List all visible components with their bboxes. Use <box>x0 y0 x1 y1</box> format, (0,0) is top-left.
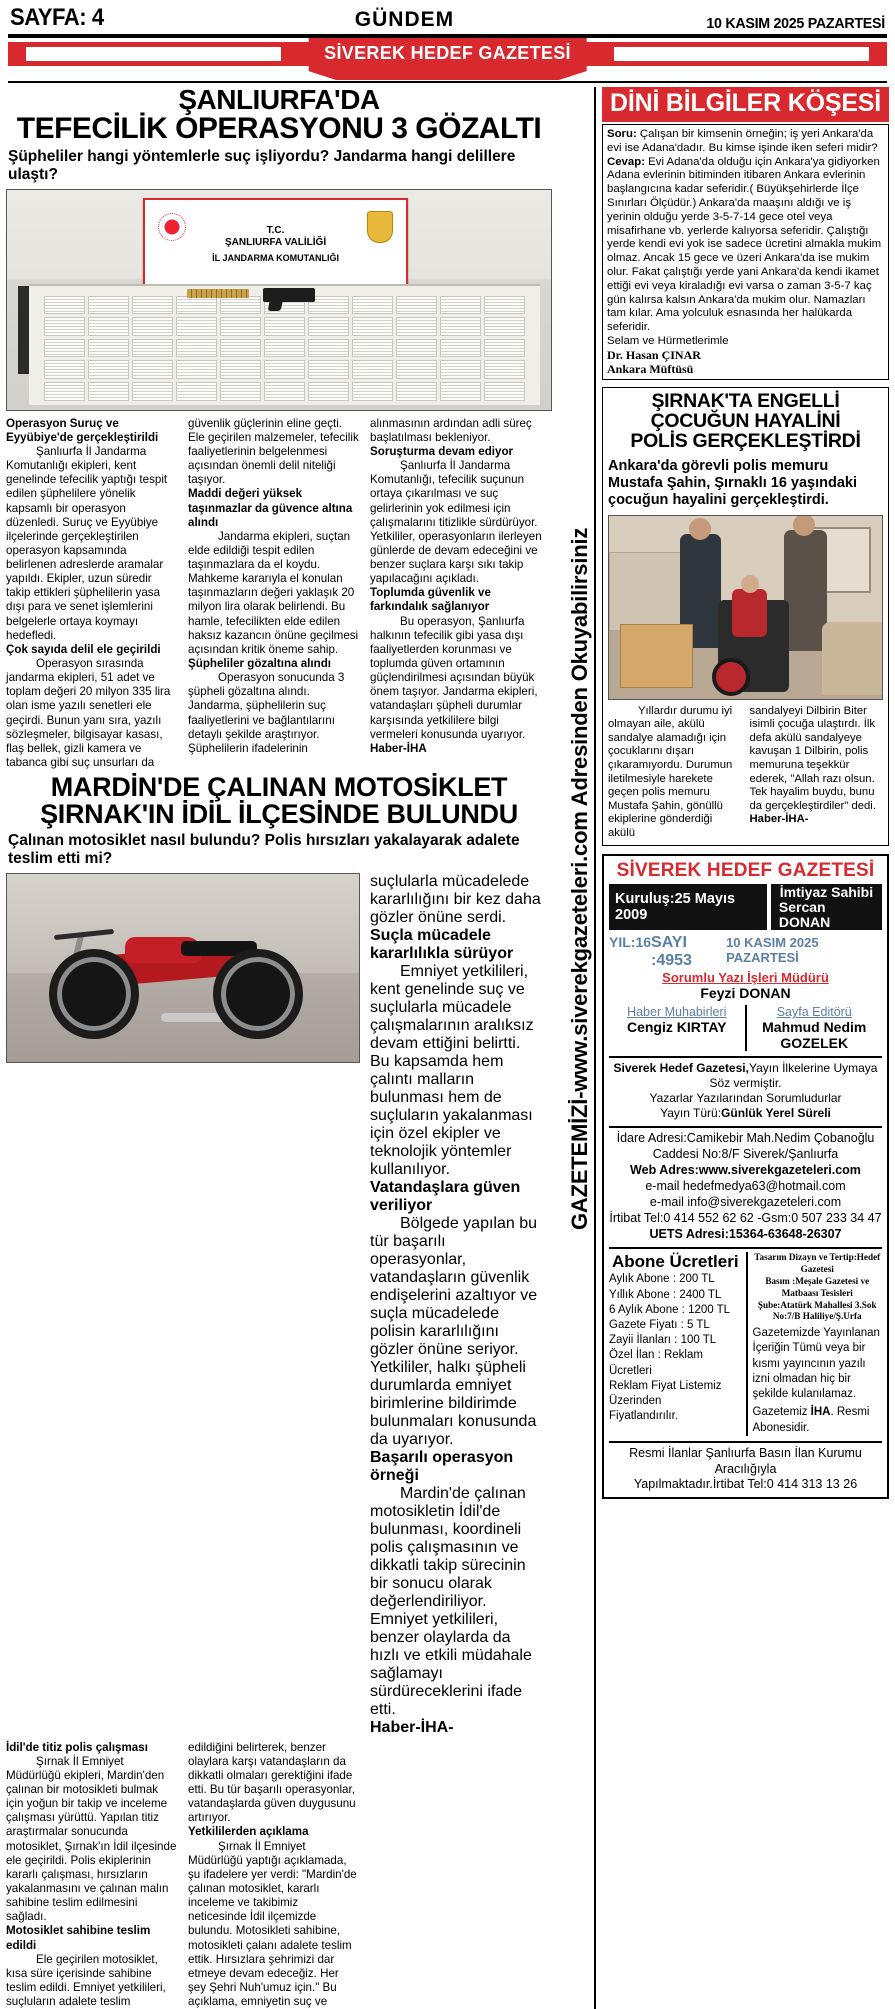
imprint-pubtype-label: Yayın Türü: <box>660 1106 722 1121</box>
imprint-subscriptions <box>609 1252 746 1436</box>
sirnak-credit: Haber-İHA- <box>749 813 809 826</box>
imprint-year: YIL:16 <box>609 934 652 951</box>
imprint-row-founded <box>609 884 882 930</box>
lead-sub-1: Operasyon Suruç ve Eyyübiye'de gerçekleştirildi <box>6 416 159 444</box>
imprint-divider-2 <box>609 1126 882 1128</box>
imprint-date: 10 KASIM 2025 PAZARTESİ <box>726 935 819 966</box>
subs-row: Zayii İlanları : 100 TL <box>609 1334 717 1347</box>
sirnak-headline-line2: POLİS GERÇEKLEŞTİRDİ <box>630 430 861 453</box>
cardboard-box <box>620 624 693 688</box>
moto-p-1: suçlularla mücadelede kararlılığını bir kez daha gözler önüne serdi. <box>370 872 541 926</box>
imprint-pledge-rest: Yayın İlkelerine Uymaya Söz vermiştir. <box>709 1061 878 1091</box>
imprint-reporters <box>609 1005 745 1051</box>
subs-row: Yıllık Abone : 2400 TL <box>609 1288 722 1301</box>
moto-p-2: Emniyet yetkilileri, kent genelinde suç ve suçlularla mücadele çalışmalarının aralıksız devam ettiğini belirtti. Bu kapsamda hem çalıntı malların bulunması hem de suçluların yakalanması için özel ekipler ve teknolojik yöntemler kullanılıyor. <box>370 962 534 1178</box>
lead-p-2: Operasyon sırasında jandarma ekipleri, 51 adet ve toplam değeri 20 milyon 335 lira olan isme yazılı senetleri ele geçirdi. Bunun yanı sıra, yazılı sözleşmeler, bilgisayar kasası, flaş bellek, gizli kamera ve tabanca gibi suç unsurları da <box>6 657 171 770</box>
sirnak-headline-line1: ŞIRNAK'TA ENGELLİ ÇOCUĞUN HAYALİNİ <box>650 390 841 433</box>
official-line-1: Resmi İlanlar Şanlıurfa Basın İlan Kurumu Aracılığıyla <box>629 1446 862 1476</box>
lead-headline <box>6 84 552 145</box>
lead-p-6: alınmasının ardından adli süreç başlatılması bekleniyor. <box>370 416 532 444</box>
dini-author: Dr. Hasan ÇINAR <box>607 347 701 362</box>
subs-row: Reklam Fiyat Listemiz Üzerinden <box>609 1379 722 1407</box>
imprint-editor-name: Feyzi DONAN <box>700 985 791 1002</box>
design-line-2: Basım :Meşale Gazetesi ve Matbaası Tesisleri <box>765 1276 870 1298</box>
lead-subhead: Şüpheliler hangi yöntemlerle suç işliyordu? Jandarma hangi delillere ulaştı? <box>8 148 516 184</box>
moto-p-4: Mardin'de çalınan motosikletin İdil'de bulunması, koordineli polis çalışmasının ve dikkatli takip sürecinin bir sonucu olarak değerlendiriliyor. Emniyet yetkilileri, benzer olaylarda da hızlı ve etkili müdahale sağlamayı sürdüreceklerini ifade etti. <box>370 1484 532 1718</box>
subs-list <box>609 1272 742 1424</box>
lead-headline-line1: ŞANLIURFA'DA <box>178 84 380 115</box>
dini-question-text: Çalışan bir kimsenin örneğin; iş yeri Ankara'da evi ise Adana'dadır. Bu kimse işinde iken seferi midir? <box>607 128 878 154</box>
subs-title: Abone Ücretleri <box>611 1252 739 1272</box>
ammunition <box>187 289 249 298</box>
dini-answer-text: Evi Adana'da olduğu için Ankara'ya gidiyorken Adana evlerinin bitiminden itibaren Ankara evlerinin başlangıcına kadar seferidir.( Büyükşehirlerde İlçe Sınırları Ölçüdür.) Ankara'da maaşını aldığı ve iş yerinin olduğu yerde 3-5-7-14 gece otel veya misafirhane vb. yerlerde kalıyorsa seferidir. Çalıştığı yerde kendi evi yok ise sadece ücretini almakla mukim olmaz. Ancak 15 gece ve üzeri Ankara'da ise mukim olur. Fakat çalıştığı yerde yani Ankara'da kendi ikamet ettiği evi veya kiraladığı evi varsa o zaman 3-5-7 kaç gün kalırsa kalsın Ankara'da mukim olur. Namazları tam kılar. Ama yolculuk esnasında her halükarda seferidir. <box>607 155 882 334</box>
lead-sub-2: Çok sayıda delil ele geçirildi <box>6 642 161 656</box>
design-line-3: Şube:Atatürk Mahallesi 3.Sok No:7/B Haliliye/Ş.Urfa <box>757 1299 877 1322</box>
imprint-divider-4 <box>609 1441 882 1443</box>
moto-sub-3: Başarılı operasyon örneği <box>370 1448 514 1484</box>
agency-notice-c: . Resmi Abonesidir. <box>752 1406 870 1434</box>
moto-headline-line1: MARDİN'DE ÇALINAN MOTOSİKLET <box>50 772 508 803</box>
motorcycle <box>49 930 302 1039</box>
child <box>732 589 767 637</box>
lead-sub-6: Toplumda güvenlik ve farkındalık sağlanıyor <box>370 586 491 614</box>
lead-article <box>6 84 552 770</box>
moto-headline <box>6 774 552 827</box>
subs-row: Aylık Abone : 200 TL <box>609 1273 715 1286</box>
masthead-inner-right <box>614 47 869 61</box>
moto-article <box>6 774 552 2009</box>
moto-sub-6: Yetkililerden açıklama <box>188 1825 309 1839</box>
sirnak-col-2 <box>750 705 884 840</box>
left-column <box>6 84 552 2009</box>
agency-notice-b: İHA <box>810 1406 831 1419</box>
section-title: GÜNDEM <box>354 8 455 31</box>
imprint-row-issue <box>609 934 882 970</box>
moto-p-8: Şırnak İl Emniyet Müdürlüğü yaptığı açıklamada, şu ifadelere yer verdi: "Mardin'de çalınan motosiklet, kararlı inceleme ve takibimiz neticesinde İdil ilçemizde bulundu. Motosikleti sahibine, motosikleti çalanı adalete teslim ettik. Hırsızlara şehrimizi dar etmeye devam edeceğiz. Her şey Şehri Nuh'umuz için." Bu açıklama, emniyetin suç ve <box>188 1839 357 2009</box>
person-right <box>784 530 828 651</box>
lead-col-2 <box>188 417 360 771</box>
right-column <box>594 87 889 2009</box>
imprint-pubtype-value: Günlük Yerel Süreli <box>721 1106 831 1121</box>
moto-photo <box>6 873 360 1063</box>
turkey-emblem-icon <box>158 213 186 241</box>
sirnak-article <box>602 387 889 846</box>
dini-box <box>602 124 889 380</box>
moto-sub-4: İdil'de titiz polis çalışması <box>6 1740 148 1754</box>
lead-p-5: Operasyon sonucunda 3 şüpheli gözaltına alındı. Jandarma, şüphelilerin suç faaliyetlerini ve bağlantılarını detaylı şekilde araştırıyor. Şüphelilerin ifadelerinin <box>188 671 345 755</box>
moto-bottom-columns <box>6 1741 552 2009</box>
vertical-banner-strip <box>552 87 594 2009</box>
imprint-reporters-label: Haber Muhabirleri <box>627 1005 727 1020</box>
lead-sub-3: Maddi değeri yüksek taşınmazlar da güvence altına alındı <box>188 487 353 529</box>
lead-p-8 <box>370 615 542 756</box>
lead-sub-4: Şüpheliler gözaltına alındı <box>188 657 332 671</box>
imprint-production <box>746 1252 883 1436</box>
page-header <box>6 0 889 32</box>
lead-headline-line2: TEFECİLİK OPERASYONU 3 GÖZALTI <box>16 111 542 145</box>
moto-p-3: Bölgede yapılan bu tür başarılı operasyonlar, vatandaşların güvenlik endişelerini azaltıyor ve suçla mücadelede polisin kararlılığını gözler önüne seriyor. Yetkililer, halkı şüpheli durumlarda emniyet birimlerine bildirimde bulunmaları konusunda da uyarıyor. <box>370 1214 538 1448</box>
official-ads-notice <box>609 1446 882 1493</box>
imprint-issue: SAYI :4953 <box>651 934 692 970</box>
moto-col-2 <box>188 1741 360 2009</box>
moto-p-7: edildiğini belirterek, benzer olaylara karşı vatandaşların da dikkatli olmaları gerektiğini ifade etti. Bu tür başarılı operasyonlar, vatandaşlarda güven duygusunu artırıyor. <box>188 1740 356 1825</box>
sirnak-photo <box>608 515 883 700</box>
imprint-email-1[interactable]: e-mail hedefmedya63@hotmail.com <box>645 1178 846 1193</box>
sirnak-p-1: Yıllardır durumu iyi olmayan aile, akülü sandalye alamadığı için çocuklarını dışarı çıkaramıyordu. Durumun iletilmesiyle harekete geçen polis memuru Mustafa Şahin, gönüllü ekiplerine gönderdiği akülü <box>608 704 733 839</box>
imprint-pledge <box>609 1061 882 1121</box>
masthead-strip <box>8 38 887 72</box>
moto-sub-2: Vatandaşlara güven veriliyor <box>370 1178 521 1214</box>
sign-line1: T.C. <box>266 225 285 237</box>
lead-p-8-text: Bu operasyon, Şanlıurfa halkının tefecilik gibi yasa dışı faaliyetlerden korunması ve toplumda güven ortamının güçlendirilmesi açısından büyük önem taşıyor. Jandarma ekipleri, vatandaşları şüpheli durumlar karşısında yetkililere bilgi vermeleri konusunda uyarıyor. <box>370 614 538 741</box>
lead-photo <box>6 189 552 411</box>
masthead-rule <box>8 81 887 83</box>
pistol <box>263 288 315 302</box>
moto-credit: Haber-İHA- <box>370 1718 454 1736</box>
moto-col-3-spacer <box>370 1741 542 2009</box>
dini-title: DİNİ BİLGİLER KÖŞESİ <box>602 87 889 122</box>
moto-sub-1: Suçla mücadele kararlılıkla sürüyor <box>370 926 514 962</box>
official-line-2: Yapılmaktadır.İrtibat Tel:0 414 313 13 26 <box>633 1477 858 1492</box>
imprint-reporters-name: Cengiz KIRTAY <box>626 1019 727 1036</box>
lead-p-3: güvenlik güçlerinin eline geçti. Ele geçirilen malzemeler, tefecilik faaliyetlerinin belgelenmesi açısından önemli delil niteliği taşıyor. <box>188 416 359 487</box>
imprint-page-editor <box>745 1005 883 1051</box>
page-body <box>6 84 889 2009</box>
moto-col-1 <box>6 1741 178 2009</box>
masthead-name: SİVEREK HEDEF GAZETESİ <box>308 38 587 71</box>
dini-question-label: Soru: <box>607 128 637 140</box>
imprint-page-editor-label: Sayfa Editörü <box>776 1005 852 1020</box>
moto-subhead: Çalınan motosiklet nasıl bulundu? Polis hırsızları yakalayarak adalete teslim etti mi? <box>8 832 520 868</box>
sign-line2: ŞANLIURFA VALİLİĞİ <box>225 237 327 249</box>
imprint-pledge-bold: Siverek Hedef Gazetesi, <box>613 1061 749 1076</box>
imprint-address-1: İdare Adresi:Camikebir Mah.Nedim Çobanoğlu <box>616 1131 875 1146</box>
imprint-title: SİVEREK HEDEF GAZETESİ <box>616 860 875 882</box>
imprint-staff <box>609 1005 882 1051</box>
dini-author-title: Ankara Müftüsü <box>607 361 694 376</box>
imprint-lower <box>609 1252 882 1436</box>
imprint-editor-label: Sorumlu Yazı İşleri Müdürü <box>662 970 829 986</box>
sign-line3: İL JANDARMA KOMUTANLIĞI <box>212 253 339 264</box>
lead-p-1: Şanlıurfa İl Jandarma Komutanlığı ekipleri, kent genelinde tefecilik yaptığı tespit edilen şüphelilere yönelik kapsamlı bir operasyon düzenledi. Suruç ve Eyyübiye ilçelerinde gerçekleştirilen operasyon kapsamında belirlenen adreslerde aramalar yapıldı. Ekipler, uzun süredir takip ettikleri şüphelilerin yasa dışı para ve senet işlemlerini belgelerle ortaya koymayı hedefledi. <box>6 444 168 642</box>
sirnak-lead: Ankara'da görevli polis memuru Mustafa Şahin, Şırnaklı 16 yaşındaki çocuğun hayalini gerçekleştirdi. <box>608 457 858 508</box>
imprint-web[interactable]: Web Adres:www.siverekgazeteleri.com <box>630 1163 861 1178</box>
imprint-page-editor-name: Mahmud Nedim GOZELEK <box>762 1019 867 1052</box>
imprint-founded: Kuruluş:25 Mayıs 2009 <box>609 884 767 930</box>
masthead-inner-left <box>26 47 281 61</box>
subs-row: Gazete Fiyatı : 5 TL <box>609 1319 710 1331</box>
lead-p-4: Jandarma ekipleri, suçtan elde edildiği tespit edilen taşınmazlara da el koydu. Mahkeme kararıyla el konulan taşınmazların değeri yaklaşık 20 milyon lira olarak belirlendi. Bu hamle, tefecilikten elde edilen haksız kazancın önüne geçilmesi açısından kritik öneme sahip. <box>188 529 359 656</box>
sirnak-headline <box>608 392 883 452</box>
design-line-1: Tasarım Dizayn ve Tertip:Hedef Gazetesi <box>754 1252 881 1275</box>
imprint-divider-3 <box>609 1247 882 1249</box>
moto-sub-5: Motosiklet sahibine teslim edildi <box>6 1924 151 1952</box>
imprint-box <box>602 854 889 1499</box>
lead-photo-sign <box>143 198 408 290</box>
subs-row: Özel İlan : Reklam Ücretleri <box>609 1349 703 1377</box>
imprint-owner-label: İmtiyaz Sahibi <box>779 884 874 901</box>
lead-p-7: Şanlıurfa İl Jandarma Komutanlığı, tefecilik suçunun ortaya çıkarılması ve suç gelirlerinin yok edilmesi için çalışmalarını titizlikle sürdürüyor. Yetkililer, operasyonların ilerleyen günlerde de devam edeceğini ve benzer suçlara karşı sıkı takip yapılacağını açıkladı. <box>370 459 542 586</box>
imprint-divider-1 <box>609 1056 882 1058</box>
moto-p-5: Şırnak İl Emniyet Müdürlüğü ekipleri, Mardin'den çalınan bir motosikleti bulmak için yoğun bir takip ve inceleme çalışması yürüttü. Yapılan titiz araştırmalar sonucunda motosiklet, Şırnak'ın İdil ilçesinde ele geçirildi. Polis ekiplerinin kararlı çalışması, hırsızların yakalanmasını ve çalınan malın sahibine teslim edilmesini sağladı. <box>6 1754 177 1924</box>
moto-col-3 <box>370 873 542 1737</box>
header-date: 10 KASIM 2025 PAZARTESİ <box>706 15 885 32</box>
imprint-phone: İrtibat Tel:0 414 552 62 62 -Gsm:0 507 233 34 47 <box>609 1210 882 1225</box>
vertical-banner-text: GAZETEMİZİ-www.siverekgazeteleri.com Adresinden Okuyabilirsiniz <box>567 527 592 1230</box>
dini-closing: Selam ve Hürmetlerimle <box>607 334 729 347</box>
imprint-pledge-line2: Yazarlar Yazılarından Sorumludurlar <box>649 1091 842 1106</box>
jandarma-crest-icon <box>367 211 393 243</box>
agency-notice <box>753 1405 883 1436</box>
lead-sub-5: Soruşturma devam ediyor <box>370 444 514 458</box>
dini-body <box>607 128 884 349</box>
imprint-email-2[interactable]: e-mail info@siverekgazeteleri.com <box>649 1194 842 1209</box>
sirnak-columns <box>608 705 883 840</box>
sirnak-p-2-text: sandalyeyi Dilbirin Biter isimli çocuğa ulaştırdı. İlk defa akülü sandalyeye kavuşan 1 Dilbirin, polis memuruna teşekkür ederek, "Allah razı olsun. Tek hayalim buydu, bunu da gerçekleştirdiler" dedi. <box>749 704 876 812</box>
imprint-address-block <box>609 1131 882 1242</box>
imprint-editor-block <box>609 970 882 1001</box>
lead-col-1 <box>6 417 178 771</box>
dini-answer-label: Cevap: <box>607 155 645 168</box>
imprint-owner-name: Sercan DONAN <box>778 898 831 930</box>
agency-notice-a: Gazetemiz <box>752 1406 811 1419</box>
subs-row: 6 Aylık Abone : 1200 TL <box>609 1303 731 1316</box>
imprint-owner <box>771 884 882 930</box>
copyright-notice: Gazetemizde Yayınlanan İçeriğin Tümü veya bir kısmı yayıncının yazılı izni olmadan hiç bir şekilde kulanılamaz. <box>752 1327 880 1401</box>
moto-p-6: Ele geçirilen motosiklet, kısa süre içerisinde sahibine teslim edildi. Emniyet yetkilileri, suçluların adalete teslim <box>6 1952 166 2009</box>
subs-row: Fiyatlandırılır. <box>609 1410 679 1423</box>
imprint-uets: UETS Adresi:15364-63648-26307 <box>649 1226 842 1241</box>
lead-col-3 <box>370 417 542 771</box>
lead-credit: Haber-İHA <box>370 741 427 755</box>
imprint-address-2: Caddesi No:8/F Siverek/Şanlıurfa <box>652 1147 839 1162</box>
lead-article-columns <box>6 417 552 771</box>
sirnak-p-2 <box>750 705 884 827</box>
page-number: SAYFA: 4 <box>10 4 104 31</box>
sirnak-col-1 <box>608 705 742 840</box>
moto-headline-line2: ŞIRNAK'IN İDİL İLÇESİNDE BULUNDU <box>40 798 518 829</box>
